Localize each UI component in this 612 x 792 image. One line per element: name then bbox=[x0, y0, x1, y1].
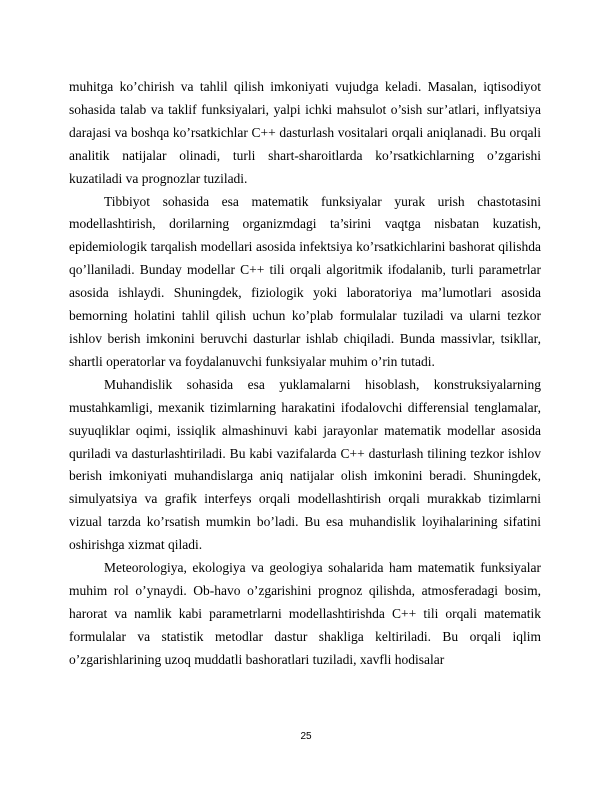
paragraph-continuation: muhitga ko’chirish va tahlil qilish imkoniyati vujudga keladi. Masalan, iqtisodiyot sohasida talab va taklif funksiyalari, yalpi ichki mahsulot o’sish sur’atlari, inflyatsiya darajasi va boshqa ko’rsatkichlar C++ dasturlash vositalari orqali aniqlanadi. Bu orqali analitik natijalar olinadi, turli shart-sharoitlarda ko’rsatkichlarning o’zgarishi kuzatiladi va prognozlar tuziladi. bbox=[69, 79, 541, 186]
paragraph-engineering: Muhandislik sohasida esa yuklamalarni hisoblash, konstruksiyalarning mustahkamligi, mexanik tizimlarning harakatini ifodalovchi differensial tenglamalar, suyuqliklar oqimi, issiqlik almashinuvi kabi jarayonlar matematik modellar asosida quriladi va dasturlashtiriladi. Bu kabi vazifalarda C++ dasturlash tilining tezkor ishlov berish imkoniyati muhandislarga aniq natijalar olish imkonini beradi. Shuningdek, simulyatsiya va grafik interfeys orqali modellashtirish orqali murakkab tizimlarni vizual tarzda ko’rsatish mumkin bo’ladi. Bu esa muhandislik loyihalarining sifatini oshirishga xizmat qiladi. bbox=[69, 376, 541, 553]
page-number: 25 bbox=[300, 731, 312, 742]
paragraph-medicine: Tibbiyot sohasida esa matematik funksiyalar yurak urish chastotasini modellashtirish, dorilarning organizmdagi ta’sirini vaqtga nisbatan kuzatish, epidemiologik tarqalish modellari asosida infektsiya ko’rsatkichlarini bashorat qilishda qo’llaniladi. Bunday modellar C++ tili orqali algoritmik ifodalanib, turli parametrlar asosida ishlaydi. Shuningdek, fiziologik yoki laboratoriya ma’lumotlari asosida bemorning holatini tahlil qilish uchun ko’plab formulalar tuziladi va ularni tezkor ishlov berish imkonini beruvchi dasturlar ishlab chiqiladi. Bunda massivlar, tsikllar, shartli operatorlar va foydalanuvchi funksiyalar muhim o’rin tutadi. bbox=[69, 193, 541, 369]
body-text bbox=[69, 76, 541, 672]
paragraph-meteorology: Meteorologiya, ekologiya va geologiya sohalarida ham matematik funksiyalar muhim rol o’ynaydi. Ob-havo o’zgarishini prognoz qilishda, atmosferadagi bosim, harorat va namlik kabi parametrlarni modellashtirishda C++ tili orqali matematik formulalar va statistik metodlar dastur shakliga keltiriladi. Bu orqali iqlim o’zgarishlarining uzoq muddatli bashoratlari tuziladi, xavfli hodisalar bbox=[69, 560, 541, 667]
